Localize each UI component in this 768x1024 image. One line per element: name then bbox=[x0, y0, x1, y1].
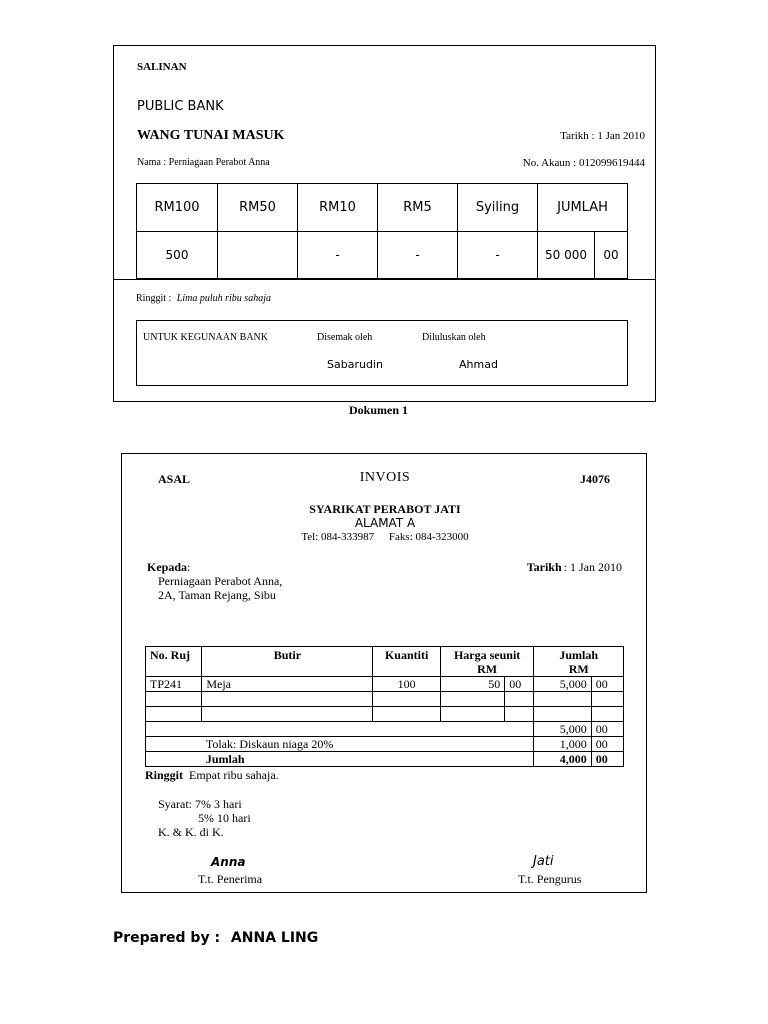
grand-total-label: Jumlah bbox=[202, 752, 534, 767]
denom-header-rm50: RM50 bbox=[218, 184, 298, 232]
invoice-ringgit-line bbox=[145, 768, 279, 783]
company-tel: Tel: 084-333987 bbox=[301, 531, 375, 543]
recipient-colon: : bbox=[187, 560, 191, 574]
prepared-by bbox=[113, 930, 318, 946]
approved-by-name: Ahmad bbox=[459, 358, 498, 371]
manager-label: T.t. Pengurus bbox=[518, 872, 582, 886]
grand-total-row bbox=[146, 752, 624, 767]
denom-value-rm50 bbox=[218, 231, 298, 279]
receiver-signature: Anna bbox=[211, 855, 246, 869]
slip-date: Tarikh : 1 Jan 2010 bbox=[560, 130, 645, 142]
grand-total-value: 4,000 bbox=[534, 752, 591, 767]
unit-price-label: Harga seunit bbox=[453, 648, 521, 662]
recipient-line-2: 2A, Taman Rejang, Sibu bbox=[158, 588, 276, 602]
invoice-date-label: Tarikh bbox=[526, 560, 562, 574]
invoice-items-table bbox=[145, 646, 624, 767]
total-label: Jumlah bbox=[559, 648, 599, 662]
terms-label: Syarat: bbox=[158, 797, 192, 811]
table-row bbox=[146, 707, 624, 722]
col-unit-price-header bbox=[440, 647, 534, 677]
subtotal-row bbox=[146, 722, 624, 737]
invoice-date bbox=[527, 560, 622, 575]
company-fax: Faks: 084-323000 bbox=[388, 531, 469, 543]
deposit-slip bbox=[113, 45, 656, 402]
row-item: Meja bbox=[202, 677, 373, 692]
subtotal-value: 5,000 bbox=[534, 722, 591, 737]
company-address: ALAMAT A bbox=[354, 516, 416, 530]
col-total-header bbox=[534, 647, 624, 677]
denom-header-coins: Syiling bbox=[458, 184, 538, 232]
denom-value-coins: - bbox=[458, 231, 538, 279]
ringgit-line bbox=[136, 293, 271, 304]
company-contact bbox=[122, 531, 648, 543]
denom-header-total: JUMLAH bbox=[538, 184, 628, 232]
receiver-label: T.t. Penerima bbox=[198, 872, 263, 886]
bank-use-label: UNTUK KEGUNAAN BANK bbox=[143, 332, 268, 343]
invoice-ringgit-words: Empat ribu sahaja. bbox=[189, 768, 279, 782]
denom-header-rm10: RM10 bbox=[298, 184, 378, 232]
company-name: SYARIKAT PERABOT JATI bbox=[309, 502, 461, 516]
denom-value-total-sen: 00 bbox=[595, 231, 628, 279]
account-number: No. Akaun : 012099619444 bbox=[522, 157, 645, 169]
grand-total-sen: 00 bbox=[591, 752, 623, 767]
discount-row bbox=[146, 737, 624, 752]
denom-header-rm5: RM5 bbox=[378, 184, 458, 232]
total-currency: RM bbox=[568, 662, 589, 676]
row-price: 50 bbox=[440, 677, 504, 692]
denom-value-rm10: - bbox=[298, 231, 378, 279]
account-holder-name: Nama : Perniagaan Perabot Anna bbox=[137, 157, 270, 168]
terms-option-1: 7% 3 hari bbox=[195, 797, 242, 811]
invoice-title: INVOIS bbox=[359, 470, 411, 485]
bank-name: PUBLIC BANK bbox=[137, 99, 224, 114]
denomination-header-row bbox=[137, 184, 628, 232]
approved-by-label: Diluluskan oleh bbox=[422, 332, 486, 343]
terms-option-2: 5% 10 hari bbox=[198, 811, 251, 825]
denomination-table bbox=[136, 183, 628, 279]
invoice-number: J4076 bbox=[580, 472, 610, 486]
prepared-by-name: ANNA LING bbox=[230, 930, 319, 946]
denom-value-rm100: 500 bbox=[137, 231, 218, 279]
recipient-label-line bbox=[147, 560, 190, 575]
denom-value-total-ringgit: 50 000 bbox=[538, 231, 595, 279]
terms-line-1 bbox=[158, 797, 242, 812]
invoice-date-value: : 1 Jan 2010 bbox=[563, 560, 622, 574]
row-ref: TP241 bbox=[146, 677, 202, 692]
bank-use-box bbox=[136, 320, 628, 386]
invoice-copy-label: ASAL bbox=[158, 472, 191, 486]
discount-sen: 00 bbox=[591, 737, 623, 752]
denomination-value-row bbox=[137, 231, 628, 279]
invoice bbox=[121, 453, 647, 893]
denom-header-rm100: RM100 bbox=[137, 184, 218, 232]
col-qty-header: Kuantiti bbox=[373, 647, 440, 677]
checked-by-label: Disemak oleh bbox=[317, 332, 373, 343]
form-title: WANG TUNAI MASUK bbox=[137, 128, 285, 143]
copy-label: SALINAN bbox=[137, 61, 187, 73]
invoice-header-row bbox=[146, 647, 624, 677]
ringgit-label: Ringgit : bbox=[136, 293, 172, 304]
table-row bbox=[146, 692, 624, 707]
col-item-header: Butir bbox=[202, 647, 373, 677]
recipient-line-1: Perniagaan Perabot Anna, bbox=[158, 574, 283, 588]
ringgit-words: Lima puluh ribu sahaja bbox=[176, 293, 271, 304]
row-qty: 100 bbox=[373, 677, 440, 692]
subtotal-sen: 00 bbox=[591, 722, 623, 737]
checked-by-name: Sabarudin bbox=[327, 358, 383, 371]
denom-value-rm5: - bbox=[378, 231, 458, 279]
slip-divider bbox=[114, 279, 655, 280]
row-total-sen: 00 bbox=[591, 677, 623, 692]
row-price-sen: 00 bbox=[505, 677, 534, 692]
prepared-by-label: Prepared by : bbox=[113, 930, 221, 946]
document-1-caption: Dokumen 1 bbox=[349, 403, 409, 417]
discount-label: Tolak: Diskaun niaga 20% bbox=[202, 737, 534, 752]
table-row bbox=[146, 677, 624, 692]
discount-value: 1,000 bbox=[534, 737, 591, 752]
terms-option-3: K. & K. di K. bbox=[158, 825, 224, 839]
invoice-ringgit-label: Ringgit bbox=[145, 768, 184, 782]
manager-signature: Jati bbox=[533, 854, 554, 869]
unit-price-currency: RM bbox=[477, 662, 498, 676]
col-ref-header: No. Ruj bbox=[146, 647, 202, 677]
recipient-label: Kepada bbox=[147, 560, 188, 574]
row-total: 5,000 bbox=[534, 677, 591, 692]
